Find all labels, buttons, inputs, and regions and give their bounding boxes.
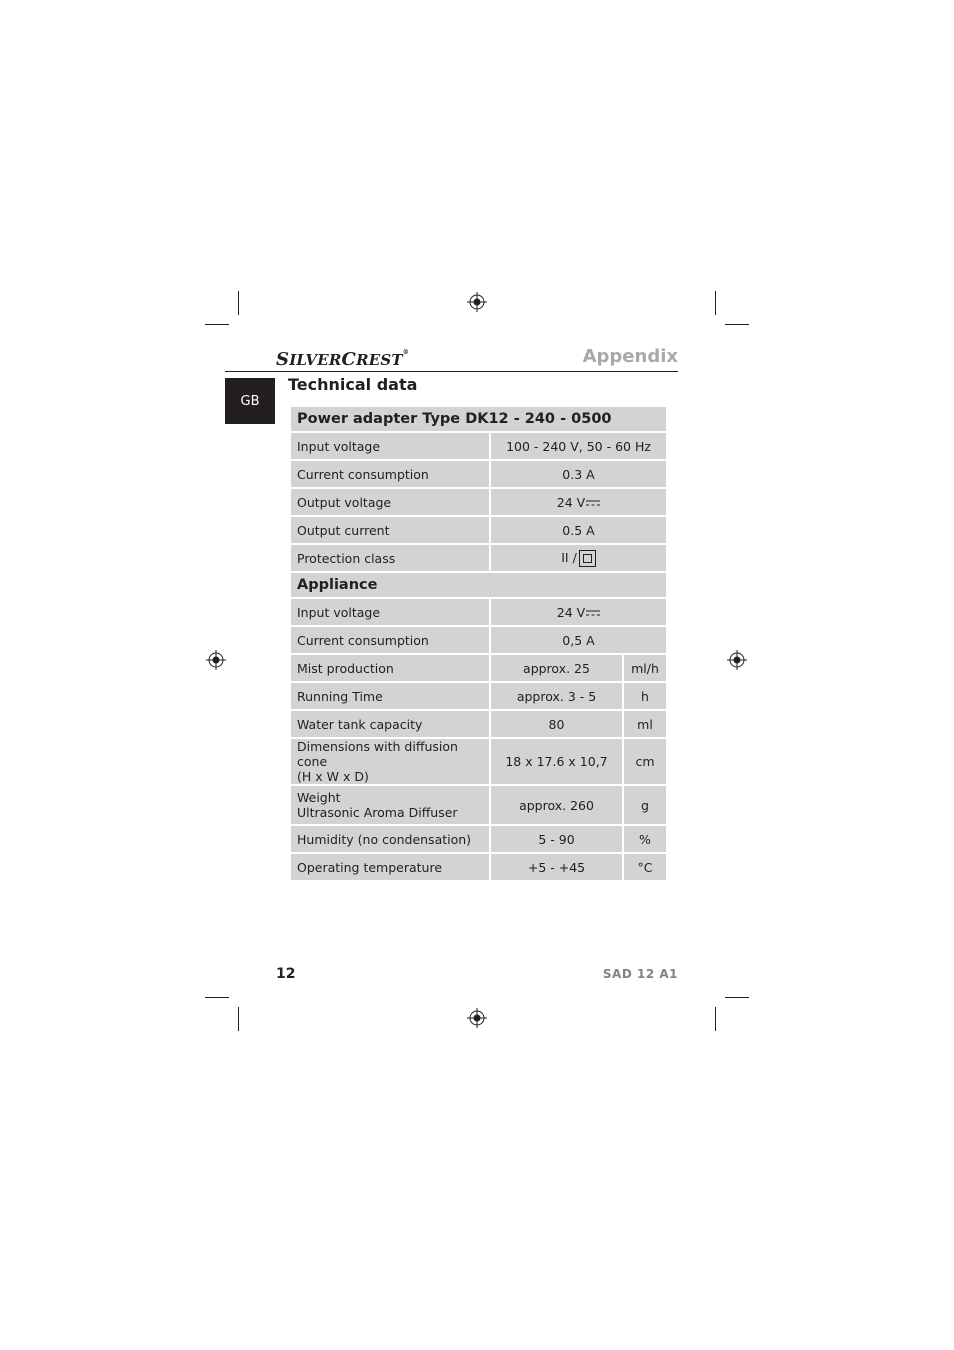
page-title: Technical data (288, 375, 418, 394)
row-label (290, 738, 490, 785)
row-value: 0,5 A (490, 626, 667, 654)
row-value: 100 - 240 V, 50 - 60 Hz (490, 432, 667, 460)
table-row (290, 432, 667, 460)
registration-mark-icon (467, 1008, 487, 1028)
row-value: 80 (490, 710, 623, 738)
row-value: 18 x 17.6 x 10,7 (490, 738, 623, 785)
row-label: Humidity (no condensation) (290, 825, 490, 853)
crop-mark (205, 997, 229, 998)
table-row (290, 738, 667, 785)
row-label: Mist production (290, 654, 490, 682)
table-row (290, 853, 667, 881)
row-value: 0.3 A (490, 460, 667, 488)
row-label-line: Ultrasonic Aroma Diffuser (297, 805, 458, 820)
row-label: Operating temperature (290, 853, 490, 881)
language-tab: GB (225, 378, 275, 424)
table-row (290, 626, 667, 654)
appliance-heading: Appliance (290, 572, 667, 598)
table-row (290, 516, 667, 544)
row-value-cell (490, 598, 667, 626)
header-rule (225, 371, 678, 372)
crop-mark (725, 997, 749, 998)
crop-mark (238, 291, 239, 315)
row-unit: g (623, 785, 667, 825)
table-row (290, 544, 667, 572)
row-label-line: (H x W x D) (297, 769, 369, 784)
row-unit: ml/h (623, 654, 667, 682)
crop-mark (715, 1007, 716, 1031)
row-label: Input voltage (290, 432, 490, 460)
row-value: approx. 260 (490, 785, 623, 825)
row-label: Current consumption (290, 460, 490, 488)
technical-data-table (289, 405, 668, 882)
table-row (290, 710, 667, 738)
registration-mark-icon (206, 650, 226, 670)
table-row (290, 598, 667, 626)
dc-current-icon (586, 499, 600, 507)
row-value: 5 - 90 (490, 825, 623, 853)
row-label: Output current (290, 516, 490, 544)
row-label: Current consumption (290, 626, 490, 654)
dc-current-icon (586, 609, 600, 617)
table-row (290, 825, 667, 853)
row-value: 24 V (556, 494, 586, 510)
row-unit: ml (623, 710, 667, 738)
row-value: 24 V (556, 604, 586, 620)
double-insulation-icon (579, 550, 596, 567)
table-section-header (290, 572, 667, 598)
row-label: Water tank capacity (290, 710, 490, 738)
row-value: +5 - +45 (490, 853, 623, 881)
row-value-cell (490, 488, 667, 516)
row-value: approx. 25 (490, 654, 623, 682)
table-row (290, 488, 667, 516)
crop-mark (725, 324, 749, 325)
row-value: II / (561, 549, 577, 565)
row-value: 0.5 A (490, 516, 667, 544)
brand-logo: SILVERCREST® (276, 349, 409, 370)
row-unit: % (623, 825, 667, 853)
row-label: Output voltage (290, 488, 490, 516)
table-row (290, 460, 667, 488)
section-heading: Appendix (582, 346, 678, 367)
crop-mark (205, 324, 229, 325)
page-number: 12 (276, 966, 296, 982)
row-label: Running Time (290, 682, 490, 710)
crop-mark (238, 1007, 239, 1031)
power-adapter-heading: Power adapter Type DK12 - 240 - 0500 (290, 406, 667, 432)
table-row (290, 654, 667, 682)
registration-mark-icon (727, 650, 747, 670)
row-unit: °C (623, 853, 667, 881)
row-unit: h (623, 682, 667, 710)
row-unit: cm (623, 738, 667, 785)
crop-mark (715, 291, 716, 315)
table-row (290, 785, 667, 825)
row-label: Input voltage (290, 598, 490, 626)
row-label-line: Weight (297, 790, 341, 805)
row-label: Protection class (290, 544, 490, 572)
registration-mark-icon (467, 292, 487, 312)
table-row (290, 682, 667, 710)
row-value: approx. 3 - 5 (490, 682, 623, 710)
row-value-cell (490, 544, 667, 572)
model-number: SAD 12 A1 (602, 967, 678, 981)
row-label (290, 785, 490, 825)
row-label-line: Dimensions with diffusion cone (297, 739, 458, 769)
table-section-header (290, 406, 667, 432)
